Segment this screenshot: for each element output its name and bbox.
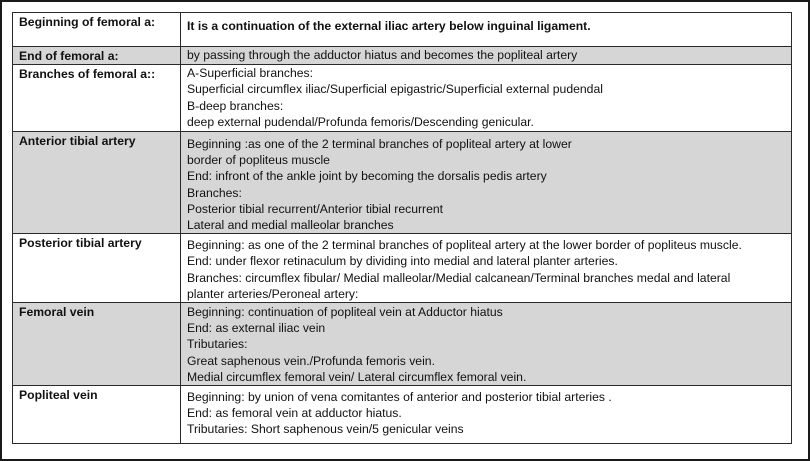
description-line: Superficial circumflex iliac/Superficial epigastric/Superficial external pudendal (187, 82, 603, 97)
description-line: Beginning :as one of the 2 terminal branches of popliteal artery at lower (187, 137, 572, 152)
row-label: Femoral vein (13, 303, 181, 386)
description-line: by passing through the adductor hiatus and becomes the popliteal artery (187, 48, 578, 62)
row-description (181, 47, 792, 65)
table-row-femoral-beginning (13, 13, 792, 47)
row-description (181, 13, 792, 47)
row-label: Branches of femoral a:: (13, 65, 181, 132)
description-line: End: as femoral vein at adductor hiatus. (187, 406, 402, 421)
description-line: End: under flexor retinaculum by dividing into medial and lateral planter arteries. (187, 254, 618, 269)
description-line: A-Superficial branches: (187, 66, 313, 81)
description-line: Branches: circumflex fibular/ Medial malleolar/Medial calcanean/Terminal branches medal and lateral (187, 270, 731, 285)
description-line: planter arteries/Peroneal artery: (187, 286, 359, 301)
anatomy-table (12, 12, 792, 444)
description-line: border of popliteus muscle (187, 153, 330, 168)
table-row-popliteal-vein (13, 386, 792, 444)
description-line: Lateral and medial malleolar branches (187, 218, 394, 233)
row-label: Anterior tibial artery (13, 132, 181, 234)
row-label: Popliteal vein (13, 386, 181, 444)
row-description (181, 303, 792, 386)
description-line: Beginning: as one of the 2 terminal branches of popliteal artery at the lower border of popliteus muscle. (187, 238, 742, 253)
description-line: End: as external iliac vein (187, 321, 326, 336)
table-row-femoral-branches (13, 65, 792, 132)
row-description (181, 65, 792, 132)
table-row-posterior-tibial-artery (13, 234, 792, 303)
row-label: Posterior tibial artery (13, 234, 181, 303)
description-line: Great saphenous vein./Profunda femoris vein. (187, 353, 435, 368)
description-line: End: infront of the ankle joint by becoming the dorsalis pedis artery (187, 169, 547, 184)
description-line: Tributaries: (187, 337, 248, 352)
row-description (181, 234, 792, 303)
description-line: B-deep branches: (187, 98, 284, 113)
table-row-anterior-tibial-artery (13, 132, 792, 234)
description-line: Branches: (187, 185, 242, 200)
description-line: It is a continuation of the external iliac artery below inguinal ligament. (187, 19, 591, 33)
row-description (181, 386, 792, 444)
description-line: Beginning: by union of vena comitantes of anterior and posterior tibial arteries . (187, 390, 612, 405)
description-line: deep external pudendal/Profunda femoris/Descending genicular. (187, 114, 534, 129)
description-line: Beginning: continuation of popliteal vein at Adductor hiatus (187, 305, 503, 320)
description-line: Medial circumflex femoral vein/ Lateral circumflex femoral vein. (187, 369, 527, 384)
row-label: End of femoral a: (13, 47, 181, 65)
description-line: Tributaries: Short saphenous vein/5 genicular veins (187, 422, 464, 437)
row-label: Beginning of femoral a: (13, 13, 181, 47)
row-description (181, 132, 792, 234)
description-line: Posterior tibial recurrent/Anterior tibial recurrent (187, 201, 444, 216)
table-row-femoral-vein (13, 303, 792, 386)
table-row-femoral-end (13, 47, 792, 65)
